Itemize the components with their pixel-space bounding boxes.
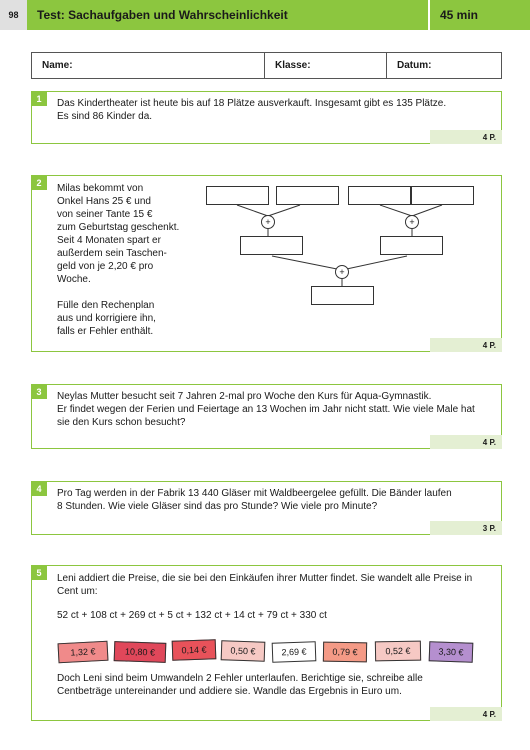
- class-label: Klasse:: [275, 60, 311, 71]
- task-line: von seiner Tante 15 €: [57, 209, 153, 220]
- task-text: [57, 390, 475, 429]
- task-1: [31, 91, 502, 144]
- plan-box-result[interactable]: [311, 286, 374, 305]
- task-text: [57, 487, 452, 513]
- points-badge: 4 P.: [430, 338, 502, 352]
- task-5: [31, 565, 502, 721]
- task-2: [31, 175, 502, 352]
- task-line: Milas bekommt von: [57, 183, 144, 194]
- equation: 52 ct + 108 ct + 269 ct + 5 ct + 132 ct + 14 ct + 79 ct + 330 ct: [57, 610, 327, 621]
- price-tag: 0,52 €: [375, 641, 421, 662]
- task-text: [57, 572, 472, 622]
- task-text: [57, 672, 423, 698]
- task-3: [31, 384, 502, 449]
- task-line: Cent um:: [57, 586, 98, 597]
- task-number: 5: [31, 565, 47, 580]
- points-badge: 4 P.: [430, 435, 502, 449]
- plus-symbol: +: [335, 265, 349, 279]
- plan-box-top-2[interactable]: [276, 186, 339, 205]
- task-line: Neylas Mutter besucht seit 7 Jahren 2-mal pro Woche den Kurs für Aqua-Gymnastik.: [57, 391, 432, 402]
- page-title: Test: Sachaufgaben und Wahrscheinlichkeit: [27, 0, 428, 30]
- plus-symbol: +: [405, 215, 419, 229]
- task-line: sie den Kurs schon besucht?: [57, 417, 186, 428]
- student-info-row: [31, 52, 502, 79]
- page-number: 98: [0, 0, 27, 30]
- task-line: Onkel Hans 25 € und: [57, 196, 151, 207]
- task-line: Seit 4 Monaten spart er: [57, 235, 161, 246]
- class-field[interactable]: [265, 53, 387, 78]
- price-tag: 3,30 €: [429, 641, 474, 663]
- task-number: 2: [31, 175, 47, 190]
- points-badge: 4 P.: [430, 707, 502, 721]
- task-line: falls er Fehler enthält.: [57, 326, 154, 337]
- task-line: Es sind 86 Kinder da.: [57, 111, 153, 122]
- task-4: [31, 481, 502, 535]
- task-line: Leni addiert die Preise, die sie bei den Einkäufen ihrer Mutter findet. Sie wandelt alle Preise in: [57, 573, 473, 584]
- task-line: Woche.: [57, 274, 91, 285]
- plan-box-top-1[interactable]: [206, 186, 269, 205]
- price-tag: 1,32 €: [58, 641, 109, 664]
- task-number: 4: [31, 481, 47, 496]
- task-line: Doch Leni sind beim Umwandeln 2 Fehler unterlaufen. Berichtige sie, schreibe alle: [57, 673, 423, 684]
- task-number: 3: [31, 384, 47, 399]
- points-badge: 4 P.: [430, 130, 502, 144]
- task-text: [57, 97, 446, 123]
- price-tag: 10,80 €: [114, 641, 167, 663]
- task-line: Pro Tag werden in der Fabrik 13 440 Gläser mit Waldbeergelee gefüllt. Die Bänder laufen: [57, 488, 452, 499]
- time-limit: 45 min: [430, 0, 530, 30]
- plus-symbol: +: [261, 215, 275, 229]
- date-label: Datum:: [397, 60, 432, 71]
- task-line: Fülle den Rechenplan: [57, 300, 155, 311]
- task-line: Das Kindertheater ist heute bis auf 18 Plätze ausverkauft. Insgesamt gibt es 135 Plätze.: [57, 98, 447, 109]
- date-field[interactable]: [387, 53, 501, 78]
- plan-box-top-3[interactable]: [348, 186, 411, 205]
- task-line: zum Geburtstag geschenkt.: [57, 222, 180, 233]
- task-line: Centbeträge untereinander und addiere sie. Wandle das Ergebnis in Euro um.: [57, 686, 402, 697]
- price-tag: 0,50 €: [221, 640, 266, 662]
- page-header: [0, 0, 530, 30]
- task-line: aus und korrigiere ihn,: [57, 313, 156, 324]
- plan-box-middle-1[interactable]: [240, 236, 303, 255]
- task-line: außerdem sein Taschen-: [57, 248, 167, 259]
- task-line: 8 Stunden. Wie viele Gläser sind das pro Stunde? Wie viele pro Minute?: [57, 501, 378, 512]
- price-tag: 0,79 €: [323, 642, 367, 663]
- name-field[interactable]: [32, 53, 265, 78]
- points-badge: 3 P.: [430, 521, 502, 535]
- price-tag: 0,14 €: [172, 639, 217, 661]
- task-line: Er findet wegen der Ferien und Feiertage an 13 Wochen im Jahr nicht statt. Wie viele Male hat: [57, 404, 475, 415]
- name-label: Name:: [42, 60, 73, 71]
- plan-box-middle-2[interactable]: [380, 236, 443, 255]
- plan-box-top-4[interactable]: [411, 186, 474, 205]
- price-tag: 2,69 €: [272, 641, 317, 663]
- task-number: 1: [31, 91, 47, 106]
- task-line: geld von je 2,20 € pro: [57, 261, 154, 272]
